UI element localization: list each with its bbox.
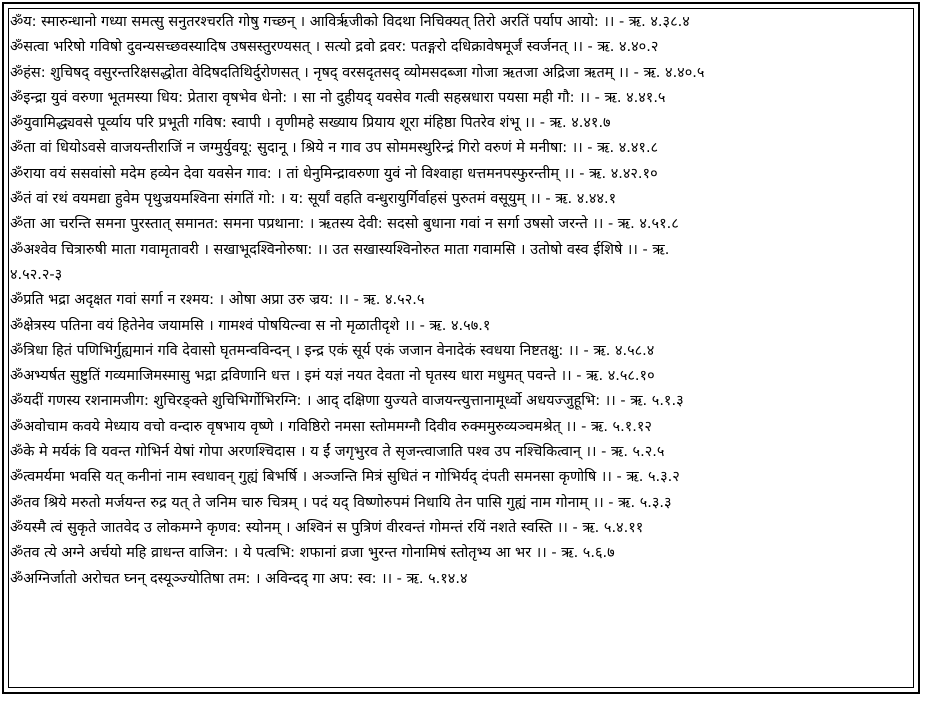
verse-line: ॐअभ्यर्षत सुष्टुतिं गव्यमाजिमस्मासु भद्रा द्रविणानि धत्त । इमं यज्ञं नयत देवता नो घृतस्य धारा मधुमत् पवन्ते ।। - ऋ. ४.५८.१० [10,368,655,385]
verse-line: ॐता वां धियोऽवसे वाजयन्तीराजिं न जग्मुर्युवयू: सुदानू । श्रिये न गाव उप सोममस्थुरिन्द्रं गिरो वरुणं मे मनीषा: ।। - ऋ. ४.४१.८ [10,140,659,157]
verse-list [10,10,906,592]
verse-line: ॐइन्द्रा युवं वरुणा भूतमस्या धिय: प्रेतारा वृषभेव धेनो: । सा नो दुहीयद् यवसेव गत्वी सहस्रधारा पयसा मही गौ: ।। - ऋ. ४.४१.५ [10,89,666,106]
verse-line: ॐयुवामिद्ध्यवसे पूर्व्याय परि प्रभूती गविष: स्वापी । वृणीमहे सख्याय प्रियाय शूरा मंहिष्ठा पितरेव शंभू ।। - ऋ. ४.४१.७ [10,115,611,132]
verse-line: ॐसत्वा भरिषो गविषो दुवन्यसच्छवस्यादिष उषसस्तुरण्यसत् । सत्यो द्रवो द्रवर: पतङ्गरो दधिक्रावेषमूर्जं स्वर्जनत् ।। - ऋ. ४.४०.२ [10,39,659,56]
verse-line: ॐअग्निर्जातो अरोचत घ्नन् दस्यूञ्ज्योतिषा तम: । अविन्दद् गा अप: स्व: ।। - ऋ. ५.१४.४ [10,570,468,587]
verse-line: ॐहंस: शुचिषद् वसुरन्तरिक्षसद्धोता वेदिषदतिथिर्दुरोणसत् । नृषद् वरसदृतसद् व्योमसदब्जा गोजा ऋतजा अद्रिजा ऋतम् ।। - ऋ. ४.४०.५ [10,64,705,81]
verse-line: ॐत्रिधा हितं पणिभिर्गुह्यमानं गवि देवासो घृतमन्वविन्दन् । इन्द्र एकं सूर्य एकं जजान वेनादेकं स्वधया निष्टतक्षु: ।। - ऋ. ४.५८.४ [10,342,655,359]
verse-line: ॐअवोचाम कवये मेध्याय वचो वन्दारु वृषभाय वृष्णे । गविष्ठिरो नमसा स्तोममग्नौ दिवीव रुक्ममुरुव्यञ्चमश्रेत् ।। - ऋ. ५.१.१२ [10,418,652,435]
verse-line: ॐतं वां रथं वयमद्या हुवेम पृथुज्रयमश्विना संगतिं गो: । य: सूर्यां वहति वन्धुरायुर्गिर्वाहसं पुरुतमं वसूयुम् ।। - ऋ. ४.४४.१ [10,191,617,208]
verse-line: ॐयदीं गणस्य रशनामजीग: शुचिरङ्क्ते शुचिभिर्गोभिरग्नि: । आद् दक्षिणा युज्यते वाजयन्त्युत्तानामूर्ध्वो अधयज्जुहूभि: ।। - ऋ. ५.१.३ [10,393,684,410]
verse-line: ॐत्वमर्यमा भवसि यत् कनीनां नाम स्वधावन् गुह्यं बिभर्षि । अञ्जन्ति मित्रं सुधितं न गोभिर्यद् दंपती समनसा कृणोषि ।। - ऋ. ५.३.२ [10,469,680,486]
verse-line: ॐके मे मर्यकं वि यवन्त गोभिर्न येषां गोपा अरणश्चिदास । य ईं जगृभुरव ते सृजन्त्वाजाति पश्व उप नश्चिकित्वान् ।। - ऋ. ५.२.५ [10,444,665,461]
verse-line: ॐता आ चरन्ति समना पुरस्तात् समानत: समना पप्रथाना: । ऋतस्य देवी: सदसो बुधाना गवां न सर्गा उषसो जरन्ते ।। - ऋ. ४.५१.८ [10,216,679,233]
verse-line: ॐअश्वेव चित्रारुषी माता गवामृतावरी । सखाभूदश्विनोरुषा: ।। उत सखास्यश्विनोरुत माता गवामसि । उतोषो वस्व ईशिषे ।। - ऋ. [10,241,670,258]
verse-line: ॐराया वयं ससवांसो मदेम हव्येन देवा यवसेन गाव: । तां धेनुमिन्द्रावरुणा युवं नो विश्वाहा धत्तमनपस्फुरन्तीम् ।। - ऋ. ४.४२.१० [10,165,658,182]
verse-line: ॐय: स्मारुन्धानो गध्या समत्सु सनुतरश्चरति गोषु गच्छन् । आविर्ऋजीको विदथा निचिक्यत् तिरो अरतिं पर्याप आयो: ।। - ऋ. ४.३८.४ [10,14,690,30]
verse-line: ॐतव श्रिये मरुतो मर्जयन्त रुद्र यत् ते जनिम चारु चित्रम् । पदं यद् विष्णोरुपमं निधायि तेन पासि गुह्यं नाम गोनाम् ।। - ऋ. ५.३.३ [10,494,672,511]
verse-line: ॐप्रति भद्रा अदृक्षत गवां सर्गा न रश्मय: । ओषा अप्रा उरु ज्रय: ।। - ऋ. ४.५२.५ [10,292,425,309]
verse-line: ॐतव त्ये अग्ने अर्चयो महि व्राधन्त वाजिन: । ये पत्वभि: शफानां व्रजा भुरन्त गोनामिषं स्तोतृभ्य आ भर ।। - ऋ. ५.६.७ [10,545,615,562]
verse-line: ॐयस्मै त्वं सुकृते जातवेद उ लोकमग्ने कृणव: स्योनम् । अश्विनं स पुत्रिणं वीरवन्तं गोमन्तं रयिं नशते स्वस्ति ।। - ऋ. ५.४.११ [10,519,644,536]
verse-line: ४.५२.२-३ [10,266,63,283]
verse-line: ॐक्षेत्रस्य पतिना वयं हितेनेव जयामसि । गामश्वं पोषयित्न्वा स नो मृळातीदृशे ।। - ऋ. ४.५७.१ [10,317,491,334]
